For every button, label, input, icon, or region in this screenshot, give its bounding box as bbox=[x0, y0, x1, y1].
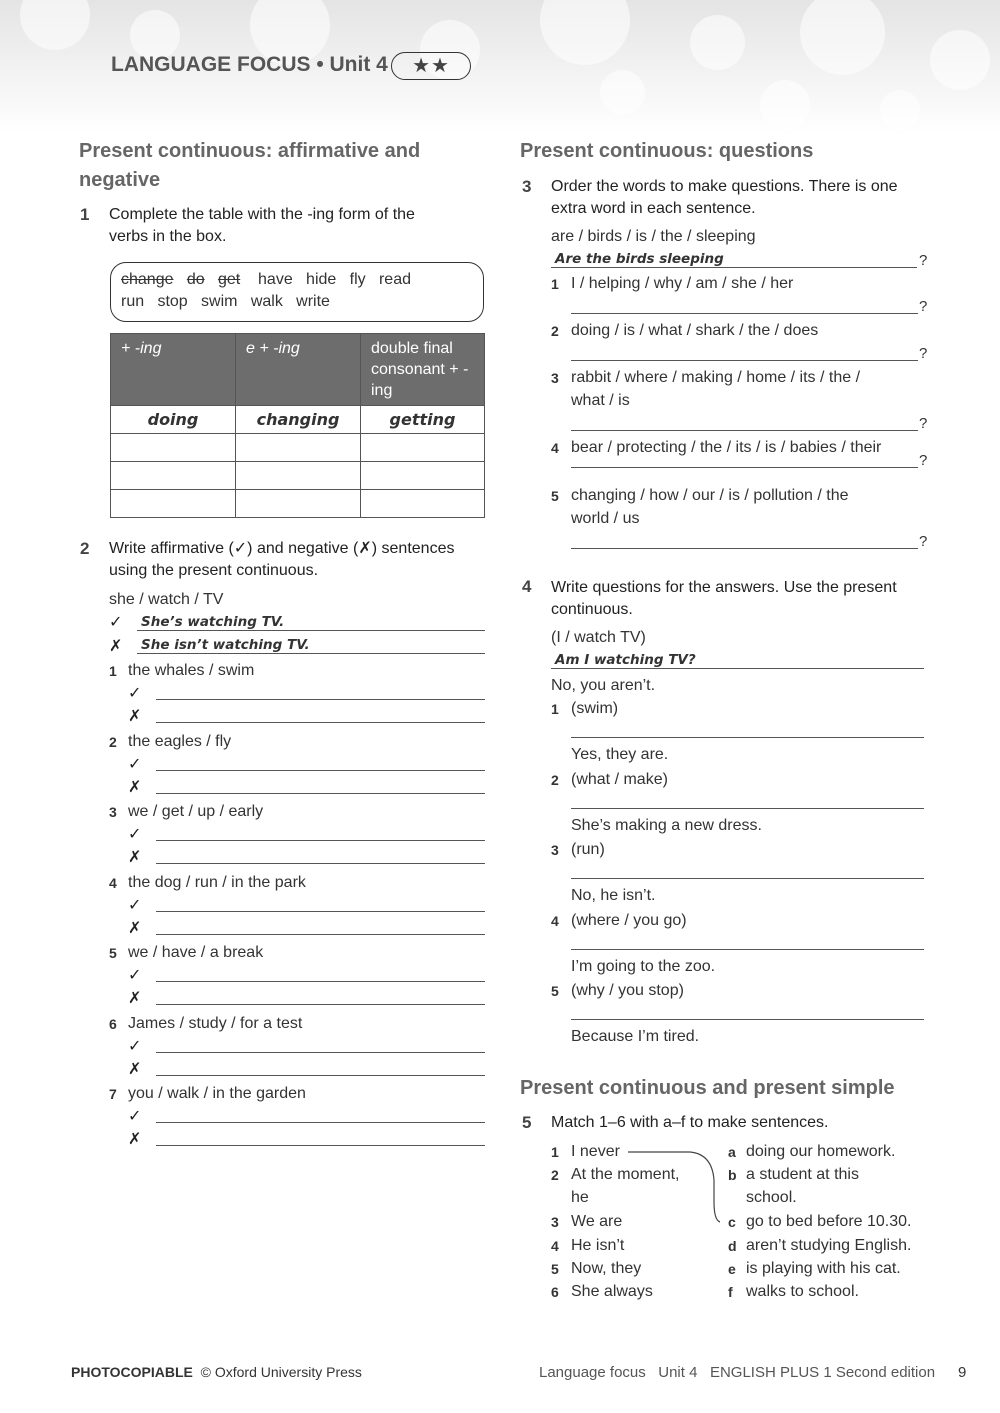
answer-line-affirmative[interactable] bbox=[156, 1122, 485, 1123]
answer-line-negative[interactable] bbox=[156, 1145, 485, 1146]
item-prompt: (where / you go) bbox=[571, 912, 687, 929]
answer-line[interactable] bbox=[571, 808, 924, 809]
question-mark: ? bbox=[919, 345, 928, 362]
item-prompt: James / study / for a test bbox=[128, 1015, 303, 1032]
item-prompt: the whales / swim bbox=[128, 662, 255, 679]
cross-icon: ✗ bbox=[128, 1061, 142, 1078]
item-prompt-continued: world / us bbox=[571, 510, 640, 527]
tick-icon: ✓ bbox=[128, 826, 142, 843]
example-answer: Are the birds sleeping bbox=[555, 251, 724, 267]
table-cell-empty[interactable] bbox=[111, 434, 236, 462]
match-letter: d bbox=[728, 1238, 737, 1254]
answer-line-negative[interactable] bbox=[156, 1004, 485, 1005]
exercise-1-instruction: Complete the table with the -ing form of the verbs in the box. bbox=[109, 206, 415, 245]
match-right-text: a student at this bbox=[746, 1166, 859, 1183]
item-reply: No, he isn’t. bbox=[571, 887, 656, 904]
word-box-words: have hide fly read bbox=[258, 271, 411, 288]
tick-icon: ✓ bbox=[128, 967, 142, 984]
table-cell: changing bbox=[236, 406, 361, 434]
item-prompt: we / get / up / early bbox=[128, 803, 264, 820]
item-reply: Yes, they are. bbox=[571, 746, 669, 763]
table-cell-empty[interactable] bbox=[111, 462, 236, 490]
cross-icon: ✗ bbox=[128, 849, 142, 866]
match-number: 1 bbox=[551, 1144, 559, 1160]
answer-line[interactable] bbox=[571, 360, 918, 361]
match-letter: c bbox=[728, 1214, 736, 1230]
table-cell: getting bbox=[361, 406, 485, 434]
answer-line-affirmative[interactable] bbox=[156, 981, 485, 982]
cross-icon: ✗ bbox=[128, 990, 142, 1007]
item-number: 5 bbox=[109, 945, 117, 961]
item-prompt: bear / protecting / the / its / is / babies / their bbox=[571, 439, 882, 456]
answer-line-affirmative[interactable] bbox=[156, 1052, 485, 1053]
match-right-text: is playing with his cat. bbox=[746, 1260, 901, 1277]
item-number: 2 bbox=[109, 734, 117, 750]
question-mark: ? bbox=[919, 415, 928, 432]
match-letter: f bbox=[728, 1284, 733, 1300]
answer-line-negative[interactable] bbox=[156, 1075, 485, 1076]
tick-icon: ✓ bbox=[128, 1108, 142, 1125]
answer-line[interactable] bbox=[571, 1019, 924, 1020]
difficulty-stars-badge: ★★ bbox=[391, 52, 471, 80]
item-reply: She’s making a new dress. bbox=[571, 817, 762, 834]
answer-line bbox=[551, 668, 924, 669]
cross-icon: ✗ bbox=[128, 1131, 142, 1148]
exercise-3-instruction: Order the words to make questions. There is one extra word in each sentence. bbox=[551, 178, 898, 217]
tick-icon: ✓ bbox=[128, 756, 142, 773]
match-letter: a bbox=[728, 1144, 736, 1160]
answer-line[interactable] bbox=[571, 878, 924, 879]
answer-line[interactable] bbox=[571, 737, 924, 738]
page-number: 9 bbox=[958, 1364, 967, 1381]
exercise-4-instruction: Write questions for the answers. Use the present continuous. bbox=[551, 579, 897, 618]
example-prompt: (I / watch TV) bbox=[551, 629, 646, 646]
item-prompt: (swim) bbox=[571, 700, 619, 717]
question-mark: ? bbox=[919, 252, 928, 269]
example-prompt: she / watch / TV bbox=[109, 591, 224, 608]
item-number: 7 bbox=[109, 1086, 117, 1102]
table-cell-empty[interactable] bbox=[361, 462, 485, 490]
match-number: 2 bbox=[551, 1167, 559, 1183]
exercise-number: 3 bbox=[522, 177, 532, 196]
item-prompt: I / helping / why / am / she / her bbox=[571, 275, 794, 292]
match-number: 6 bbox=[551, 1284, 559, 1300]
item-reply: Because I’m tired. bbox=[571, 1028, 700, 1045]
table-cell: doing bbox=[111, 406, 236, 434]
match-number: 4 bbox=[551, 1238, 559, 1254]
item-number: 5 bbox=[551, 983, 559, 999]
item-number: 2 bbox=[551, 772, 559, 788]
example-answer: She’s watching TV. bbox=[141, 614, 285, 630]
question-mark: ? bbox=[919, 533, 928, 550]
footer-book-info: Language focus Unit 4 ENGLISH PLUS 1 Second edition bbox=[539, 1364, 936, 1381]
item-number: 2 bbox=[551, 323, 559, 339]
question-mark: ? bbox=[919, 298, 928, 315]
table-cell-empty[interactable] bbox=[236, 434, 361, 462]
item-prompt: (run) bbox=[571, 841, 605, 858]
footer-left: PHOTOCOPIABLE © Oxford University Press bbox=[71, 1364, 362, 1380]
answer-line[interactable] bbox=[571, 313, 918, 314]
match-right-text: school. bbox=[746, 1189, 797, 1206]
answer-line-affirmative[interactable] bbox=[156, 699, 485, 700]
word-box-line-2: run stop swim walk write bbox=[121, 293, 330, 310]
table-cell-empty[interactable] bbox=[361, 490, 485, 518]
word-box-line-1 bbox=[121, 269, 411, 291]
answer-line-affirmative[interactable] bbox=[156, 770, 485, 771]
exercise-number: 5 bbox=[522, 1113, 532, 1132]
item-number: 1 bbox=[551, 701, 559, 717]
item-prompt: the dog / run / in the park bbox=[128, 874, 306, 891]
verb-table bbox=[110, 333, 485, 518]
question-mark: ? bbox=[919, 452, 928, 469]
answer-line[interactable] bbox=[571, 548, 918, 549]
item-prompt: (why / you stop) bbox=[571, 982, 684, 999]
match-left-text: he bbox=[571, 1189, 589, 1206]
cross-icon: ✗ bbox=[128, 920, 142, 937]
match-right-text: aren’t studying English. bbox=[746, 1237, 912, 1254]
item-prompt: we / have / a break bbox=[128, 944, 264, 961]
item-number: 3 bbox=[109, 804, 117, 820]
item-number: 4 bbox=[551, 913, 559, 929]
table-header: + -ing bbox=[111, 334, 236, 406]
answer-line bbox=[551, 267, 917, 268]
table-cell-empty[interactable] bbox=[361, 434, 485, 462]
item-reply: I’m going to the zoo. bbox=[571, 958, 716, 975]
table-header: double final consonant + -ing bbox=[361, 334, 485, 406]
item-prompt: doing / is / what / shark / the / does bbox=[571, 322, 819, 339]
exercise-5-instruction: Match 1–6 with a–f to make sentences. bbox=[551, 1114, 829, 1131]
answer-line bbox=[137, 653, 485, 654]
item-number: 4 bbox=[551, 440, 559, 456]
match-left-text: I never bbox=[571, 1143, 620, 1160]
section-title-present-simple: Present continuous and present simple bbox=[520, 1077, 895, 1099]
word-struck: change bbox=[121, 271, 174, 288]
tick-icon: ✓ bbox=[109, 614, 123, 631]
item-number: 1 bbox=[551, 276, 559, 292]
item-number: 3 bbox=[551, 842, 559, 858]
table-cell-empty[interactable] bbox=[236, 462, 361, 490]
answer-line bbox=[137, 630, 485, 631]
match-right-text: walks to school. bbox=[746, 1283, 859, 1300]
answer-line-negative[interactable] bbox=[156, 934, 485, 935]
match-right-text: go to bed before 10.30. bbox=[746, 1213, 912, 1230]
answer-line-negative[interactable] bbox=[156, 722, 485, 723]
exercise-number: 4 bbox=[522, 577, 532, 596]
word-struck: do bbox=[186, 271, 205, 288]
section-title-affirmative: Present continuous: affirmative and negative bbox=[79, 140, 421, 191]
item-prompt: changing / how / our / is / pollution / the bbox=[571, 487, 849, 504]
item-number: 4 bbox=[109, 875, 117, 891]
example-answer: She isn’t watching TV. bbox=[141, 637, 310, 653]
match-left-text: Now, they bbox=[571, 1260, 642, 1277]
word-struck: get bbox=[217, 271, 241, 288]
table-header: e + -ing bbox=[236, 334, 361, 406]
example-prompt: are / birds / is / the / sleeping bbox=[551, 228, 756, 245]
tick-icon: ✓ bbox=[128, 1038, 142, 1055]
tick-icon: ✓ bbox=[128, 685, 142, 702]
table-cell-empty[interactable] bbox=[236, 490, 361, 518]
item-number: 1 bbox=[109, 663, 117, 679]
cross-icon: ✗ bbox=[128, 779, 142, 796]
item-prompt: the eagles / fly bbox=[128, 733, 232, 750]
item-prompt: you / walk / in the garden bbox=[128, 1085, 306, 1102]
match-left-text: He isn’t bbox=[571, 1237, 625, 1254]
answer-line-affirmative[interactable] bbox=[156, 840, 485, 841]
table-cell-empty[interactable] bbox=[111, 490, 236, 518]
exercise-number: 2 bbox=[80, 539, 90, 558]
match-left-text: She always bbox=[571, 1283, 653, 1300]
item-prompt: (what / make) bbox=[571, 771, 668, 788]
answer-line[interactable] bbox=[571, 430, 918, 431]
answer-line-negative[interactable] bbox=[156, 793, 485, 794]
example-answer: Am I watching TV? bbox=[555, 652, 696, 668]
match-number: 3 bbox=[551, 1214, 559, 1230]
answer-line[interactable] bbox=[571, 467, 918, 468]
match-left-text: We are bbox=[571, 1213, 623, 1230]
item-prompt: rabbit / where / making / home / its / the / bbox=[571, 369, 861, 386]
match-connector-line bbox=[620, 1140, 730, 1235]
item-number: 3 bbox=[551, 370, 559, 386]
item-number: 6 bbox=[109, 1016, 117, 1032]
example-reply: No, you aren’t. bbox=[551, 677, 656, 694]
item-prompt-continued: what / is bbox=[571, 392, 630, 409]
answer-line-affirmative[interactable] bbox=[156, 911, 485, 912]
cross-icon: ✗ bbox=[109, 638, 123, 655]
tick-icon: ✓ bbox=[128, 897, 142, 914]
match-letter: e bbox=[728, 1261, 736, 1277]
answer-line[interactable] bbox=[571, 949, 924, 950]
answer-line-negative[interactable] bbox=[156, 863, 485, 864]
match-left-text: At the moment, bbox=[571, 1166, 680, 1183]
cross-icon: ✗ bbox=[128, 708, 142, 725]
exercise-number: 1 bbox=[80, 205, 90, 224]
exercise-2-instruction: Write affirmative (✓) and negative (✗) sentences using the present continuous. bbox=[109, 540, 455, 579]
match-letter: b bbox=[728, 1167, 737, 1183]
unit-title: LANGUAGE FOCUS • Unit 4 bbox=[111, 53, 388, 76]
item-number: 5 bbox=[551, 488, 559, 504]
section-title-questions: Present continuous: questions bbox=[520, 140, 814, 162]
match-right-text: doing our homework. bbox=[746, 1143, 896, 1160]
match-number: 5 bbox=[551, 1261, 559, 1277]
